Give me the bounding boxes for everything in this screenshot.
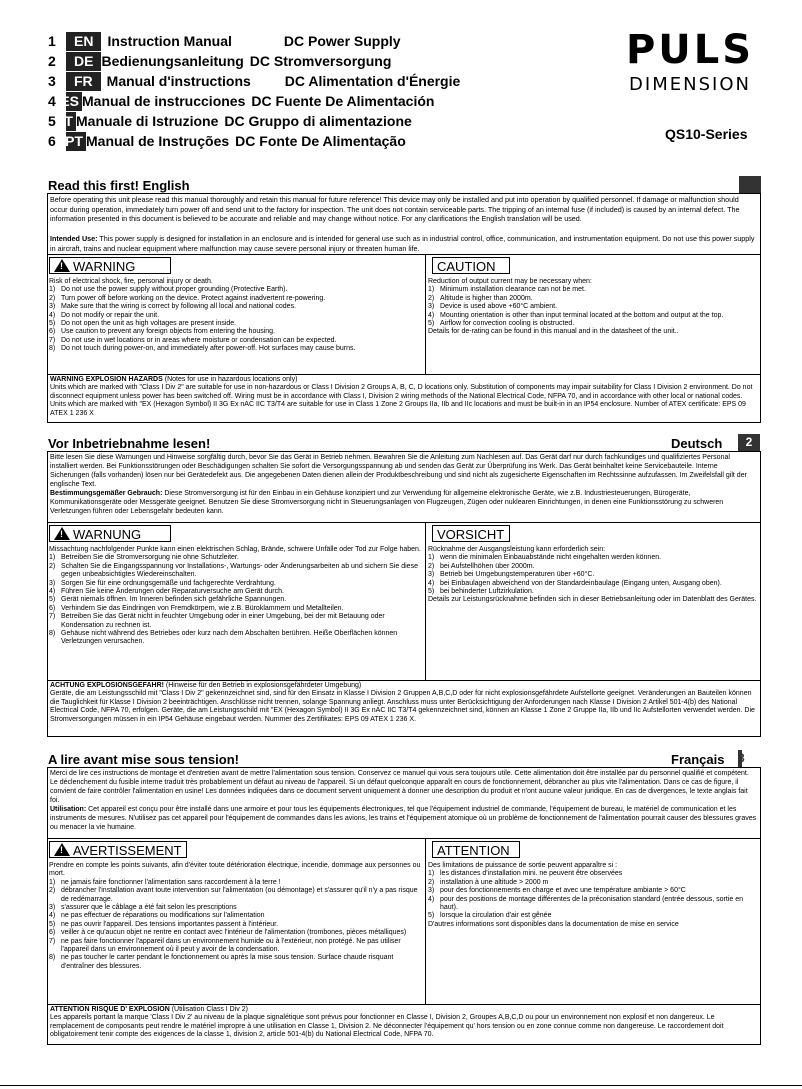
list-item-number: 2): [428, 562, 435, 570]
warning-label: WARNING: [73, 259, 136, 274]
manual-title: Manual de instrucciones: [82, 93, 246, 109]
list-item-text: Use caution to prevent any foreign objects from entering the housing.: [61, 328, 276, 336]
list-item-text: Airflow for convection cooling is obstructed.: [440, 320, 575, 328]
list-item-text: Mounting orientation is other than input terminal located at the bottom and output at the top.: [440, 311, 724, 319]
list-item-text: wenn die minimalen Einbauabstände nicht eingehalten werden können.: [440, 554, 662, 562]
list-item: [428, 286, 758, 294]
language-row-de: [48, 52, 391, 71]
lang-code-badge: FR: [66, 72, 101, 91]
product-title: DC Stromversorgung: [249, 53, 392, 69]
list-item: [428, 870, 758, 878]
caution-badge-fr: [432, 841, 520, 858]
list-item: [49, 337, 421, 345]
list-item: [49, 912, 421, 920]
warning-badge-fr: [49, 841, 187, 858]
product-title: DC Fonte De Alimentação: [235, 133, 406, 149]
section-tab-en: [739, 176, 761, 193]
caution-badge-en: [432, 257, 510, 274]
caution-label: VORSICHT: [437, 527, 505, 542]
explosion-text: Geräte, die am Leistungsschild mit "Class I Div 2" gekennzeichnet sind, sind für den Einsatz in Klasse I Division 2 Gruppen A,B,C,D oder für nicht explosionsgefährdete Aufstellorte geeignet. Veränderungen an Bauteilen können die Tauglichkeit für Klasse I Division 2 beeinträchtigen. Anschlüsse nicht trennen, solange Spannung anliegt. Anschluss muss unter Berücksichtigung der Anforderungen nach Klasse I Division 2 Artikel 501-4(b) des National Electrical Code, NFPA 70, erfolgen. Geräte, die am Leistungsschild mit "EX (Hexagon Symbol) II 3G Ex nAC IIC T3/T4 gekennzeichnet sind, können an Klasse 1 Zone 2 Gruppe IIa, IIb und IIc Aufstellorten verwendet werden. Die Stromversorgungen müssen in ein IP54 Gehäuse eingebaut werden. Nummer des Zertifikates: EPS 09 ATEX 1 236 X.: [50, 690, 755, 723]
warning-label: WARNUNG: [73, 527, 142, 542]
list-item-number: 6): [49, 328, 56, 336]
product-title: DC Power Supply: [283, 33, 401, 49]
caution-list-fr: [428, 862, 758, 929]
explosion-title: ACHTUNG EXPLOSIONSGEFAHR!: [50, 682, 164, 689]
language-row-fr: [48, 72, 460, 91]
list-item-text: les distances d'installation mini. ne peuvent être observées: [440, 870, 623, 878]
intended-use-label: Bestimmungsgemäßer Gebrauch:: [50, 490, 163, 497]
explosion-text: Units which are marked with "Class I Div 2" are suitable for use in non-hazardous or Class I Division 2 Groups A, B, C, D locations only. Substitution of components may impair suitability for Class I Division 2 environment. Do not disconnect equipment unless power has been switched off. Wiring must be in accordance with Class I, Division 2 wiring methods of the National Electrical Code, NFPA 70, and in accordance with other local or national codes. Units which are marked with "EX (Hexagon Symbol) II 3G Ex nAC IIC T3/T4 are suitable for use in Class 1 Zone 2 Groups IIa, IIb and IIc locations and must be built-in in an IP54 enclosure. Number of ATEX certificate: EPS 09 ATEX 1 236 X: [50, 384, 753, 417]
column-divider: [425, 522, 426, 680]
divider: [47, 374, 761, 375]
warning-triangle-icon: [54, 527, 70, 540]
list-item-number: 1): [49, 554, 56, 562]
language-row-en: [48, 32, 401, 51]
list-item: [49, 938, 421, 955]
list-item-text: ne pas ouvrir l'appareil. Des tensions importantes passent à l'intérieur.: [61, 920, 279, 928]
section-tab-de: 2: [738, 434, 760, 451]
list-item-text: ne pas faire fonctionner l'appareil dans un environnement humide ou à l'extérieur, non protégé. Ne pas utiliser l'appareil dans un environnement où il peut y avoir de la condensation.: [61, 937, 401, 954]
explosion-note: (Hinweise für den Betrieb in explosionsgefährdeter Umgebung): [163, 682, 362, 689]
list-item-number: 7): [49, 613, 56, 621]
list-item-number: 2): [49, 562, 56, 570]
list-item-text: Turn power off before working on the device. Protect against inadvertent re-powering.: [61, 294, 326, 302]
list-item-text: bei Aufstellhöhen über 2000m.: [440, 562, 535, 570]
section-title-de: Vor Inbetriebnahme lesen!: [48, 436, 211, 451]
explosion-note: (Notes for use in hazardous locations only): [162, 376, 298, 383]
list-item-text: Führen Sie keine Änderungen oder Reparaturversuche am Gerät durch.: [61, 588, 284, 596]
list-item-number: 3): [49, 904, 56, 912]
caution-outro: Details for de-rating can be found in this manual and in the datasheet of the unit..: [428, 328, 679, 336]
list-item-text: Schalten Sie die Eingangsspannung vor Installations-, Wartungs- oder Änderungsarbeiten ab und sichern Sie diese gegen unbeabsichtigtes Wiedereinschalten.: [61, 562, 418, 579]
lang-code-badge: EN: [66, 32, 101, 51]
caution-outro: Details zur Leistungsrücknahme befinden sich in dieser Betriebsanleitung oder im Datenblatt des Gerätes.: [428, 596, 757, 604]
lang-number: 4: [48, 93, 56, 109]
list-item-number: 2): [49, 887, 56, 895]
list-item: [49, 580, 421, 588]
column-divider: [425, 254, 426, 374]
list-item-number: 4): [49, 311, 56, 319]
list-item: [428, 879, 758, 887]
list-item-number: 5): [49, 320, 56, 328]
divider: [47, 254, 761, 255]
list-item: [428, 896, 758, 913]
list-item: [49, 345, 421, 353]
list-item: [49, 588, 421, 596]
list-item-number: 2): [428, 294, 435, 302]
list-item: [428, 312, 758, 320]
puls-logo: [620, 27, 760, 95]
list-item-text: Do not use the power supply without proper grounding (Protective Earth).: [61, 286, 288, 294]
language-row-it: [48, 112, 412, 131]
section-title-fr: A lire avant mise sous tension!: [48, 752, 239, 767]
list-item-text: bei behinderter Luftzirkulation.: [440, 588, 534, 596]
list-item-number: 8): [49, 630, 56, 638]
warning-list-en: [49, 278, 421, 354]
list-item-number: 7): [49, 937, 56, 945]
list-item: [49, 295, 421, 303]
list-item-number: 4): [428, 579, 435, 587]
list-item-number: 4): [428, 311, 435, 319]
caution-label: CAUTION: [437, 259, 496, 274]
list-item-text: ne pas toucher le carter pendant le fonctionnement ou après la mise sous tension. Surface chaude risquant d'entraîner des blessures.: [61, 954, 394, 970]
intended-use-text: Diese Stromversorgung ist für den Einbau in ein Gehäuse konzipiert und zur Verwendung für allgemeine elektronische Geräte, wie z.B. Industriesteuerungen, Bürogeräte, Kommunikationsgeräte oder Messgeräte geeignet. Benutzen Sie diese Stromversorgung nicht in Steuerungsanlagen von Flugzeugen, Zügen oder nuklearen Einrichtungen, in denen eine Funktionsstörung zu schweren Verletzungen führen oder Lebensgefahr bedeuten kann.: [50, 490, 724, 515]
list-item-number: 3): [49, 579, 56, 587]
caution-label: ATTENTION: [437, 843, 510, 858]
list-item-number: 4): [428, 895, 435, 903]
explosion-note: (Utilisation Class I Div 2): [169, 1006, 248, 1013]
list-item-number: 4): [49, 588, 56, 596]
list-item-text: installation à une altitude > 2000 m: [440, 878, 549, 886]
list-item-text: Do not modify or repair the unit.: [61, 311, 160, 319]
list-item-text: bei Einbaulagen abweichend von der Standardeinbaulage (Eingang unten, Ausgang oben).: [440, 579, 722, 587]
list-item: [49, 630, 421, 647]
list-item: [49, 921, 421, 929]
caution-list-en: [428, 278, 758, 337]
lang-number: 3: [48, 73, 56, 89]
divider: [47, 1004, 761, 1005]
explosion-title: ATTENTION RISQUE D' EXPLOSION: [50, 1006, 170, 1013]
list-item-text: Betreiben Sie das Gerät nicht in feuchter Umgebung oder in einer Umgebung, bei der mit Betauung oder Kondensation zu rechnen ist.: [61, 613, 385, 629]
list-item-text: ne pas effectuer de réparations ou modifications sur l'alimentation: [61, 912, 265, 920]
warning-intro: Prendre en compte les points suivants, afin d'éviter toute détérioration électrique, incendie, dommage aux personnes ou mort.: [49, 862, 421, 878]
divider: [47, 838, 761, 839]
lang-code-badge: ES: [66, 92, 82, 111]
list-item-number: 7): [49, 336, 56, 344]
intro-text-fr: Merci de lire ces instructions de montage et d'entretien avant de mettre l'alimentation sous tension. Conservez ce manuel qui vous sera toujours utile. Cette alimentation doit être installée par du personnel qualifié et compétent. Le déclenchement du fusible interne traduit très probablement un défaut au niveau de l'appareil. Si un défaut quelconque apparaît en cours de fonctionnement, débrancher au plus vite l'alimentation. Dans ce cas de figure, il convient de faire contrôler l'alimentation en usine! Les données indiquées dans ce document servent uniquement à donner une description du produit et n'ont aucune valeur juridique. En cas de divergences, le texte anglais fait foi.: [50, 770, 749, 804]
warning-list-de: [49, 546, 421, 647]
lang-code-badge: IT: [66, 112, 76, 131]
list-item: [49, 312, 421, 320]
list-item: [49, 286, 421, 294]
explosion-text: Les appareils portant la marque 'Class I Div 2' au niveau de la plaque signalétique sont prévus pour fonctionner en Classe I, Division 2, Groupes A,B,C,D ou pour un environnement non explosif et non dangereux. Le remplacement de composants peut rendre le matériel impropre à une utilisation en Classe 1, Division 2. Ne déconnecter l'équipement qu' hors tension ou en zone connue comme non dangereuse. Le raccordement doit obligatoirement tenir compte des exigences de la classe 1, division 2, article 501-4(b) du National Electrical Code, NFPA 70.: [50, 1014, 724, 1039]
list-item: [49, 904, 421, 912]
list-item: [49, 554, 421, 562]
list-item: [49, 596, 421, 604]
list-item-number: 5): [428, 912, 435, 920]
section-lang-fr: Français: [671, 752, 725, 767]
explosion-hazard-fr: [50, 1006, 758, 1040]
list-item-text: Do not open the unit as high voltages are present inside.: [61, 320, 237, 328]
list-item-number: 3): [428, 571, 435, 579]
list-item: [49, 320, 421, 328]
list-item-text: Verhindern Sie das Eindringen von Fremdkörpern, wie z.B. Büroklammern und Metallteilen.: [61, 604, 344, 612]
logo-main-text: PULS: [625, 27, 755, 73]
caution-intro: Reduction of output current may be necessary when:: [428, 278, 592, 285]
warning-badge-de: [49, 525, 171, 542]
warning-triangle-icon: [54, 843, 70, 856]
list-item: [428, 887, 758, 895]
intended-use-fr: [50, 805, 758, 832]
caution-list-de: [428, 546, 758, 605]
list-item-number: 2): [49, 294, 56, 302]
manual-title: Instruction Manual: [107, 33, 232, 49]
list-item-text: ne jamais faire fonctionner l'alimentation sans raccordement à la terre !: [61, 878, 281, 886]
list-item-number: 1): [428, 870, 435, 878]
lang-number: 1: [48, 33, 56, 49]
list-item: [49, 879, 421, 887]
list-item-text: pour des fonctionnements en charge et avec une température ambiante > 60°C: [440, 887, 686, 895]
caution-intro: Des limitations de puissance de sortie peuvent apparaître si :: [428, 862, 618, 869]
list-item: [428, 303, 758, 311]
divider: [47, 522, 761, 523]
list-item: [428, 588, 758, 596]
list-item-number: 6): [49, 604, 56, 612]
manual-title: Bedienungsanleitung: [101, 53, 244, 69]
list-item-text: Do not use in wet locations or in areas where moisture or condensation can be expected.: [61, 336, 337, 344]
warning-list-fr: [49, 862, 421, 971]
product-title: DC Gruppo di alimentazione: [224, 113, 412, 129]
list-item-text: lorsque la circulation d'air est gênée: [440, 912, 552, 920]
section-title-en: Read this first! English: [48, 178, 190, 193]
list-item-text: Sorgen Sie für eine ordnungsgemäße und fachgerechte Verdrahtung.: [61, 579, 276, 587]
list-item: [49, 954, 421, 971]
list-item: [428, 563, 758, 571]
intro-text-de: Bitte lesen Sie diese Warnungen und Hinweise sorgfältig durch, bevor Sie das Gerät in Betrieb nehmen. Bewahren Sie die Anleitung zum Nachlesen auf. Das Gerät darf nur durch fachkundiges und qualifiziertes Personal installiert werden. Bei Funktionsstörungen oder Beschädigungen schalten Sie sofort die Versorgungsspannung ab und senden das Gerät zur Überprüfung ins Werk. Das Gerät beinhaltet keine Servicebauteile. Interne Sicherungen (falls vorhanden) lösen nur bei Gerätedefekt aus. Die angegebenen Daten dienen allein der Produktbeschreibung und sind nicht als zugesicherte Eigenschaften im Rechtssinne aufzufassen. Im Zweifelsfall gilt der englische Text.: [50, 454, 747, 488]
caution-outro: D'autres informations sont disponibles dans la documentation de mise en service: [428, 920, 679, 928]
logo-sub-text: DIMENSION: [629, 74, 751, 95]
warning-badge-en: [49, 257, 171, 274]
explosion-hazard-en: [50, 376, 758, 418]
list-item-number: 5): [49, 596, 56, 604]
product-title: DC Alimentation d'Énergie: [284, 73, 461, 89]
explosion-hazard-de: [50, 682, 758, 724]
list-item-text: Do not touch during power-on, and immediately after power-off. Hot surfaces may cause burns.: [61, 345, 356, 353]
manual-title: Manual d'instructions: [106, 73, 251, 89]
caution-badge-de: [432, 525, 510, 542]
list-item-number: 2): [428, 878, 435, 886]
list-item-text: débrancher l'installation avant toute intervention sur l'alimentation (ou démontage) et s'assurer qu'il n'y a pas risque de redémarrage.: [61, 887, 418, 903]
intro-text-en: Before operating this unit please read this manual thoroughly and retain this manual for future reference! This device may only be installed and put into operation by qualified personnel. If damage or malfunction should occur during operation, immediately turn power off and send unit to the factory for inspection. The unit does not contain serviceable parts. The tripping of an internal fuse (if included) is caused by an internal defect. The information presented in this document is believed to be accurate and reliable and may change without notice. For any clarifications the English translation will be used.: [50, 195, 740, 224]
list-item-number: 3): [428, 887, 435, 895]
list-item: [49, 929, 421, 937]
list-item-text: Gehäuse nicht während des Betriebes oder kurz nach dem Abschalten berühren. Heiße Oberflächen können Verletzungen verursachen.: [61, 630, 398, 646]
list-item-number: 5): [428, 588, 435, 596]
divider: [47, 680, 761, 681]
list-item: [49, 303, 421, 311]
list-item: [428, 554, 758, 562]
warning-intro: Missachtung nachfolgender Punkte kann einen elektrischen Schlag, Brände, schwere Unfälle oder Tod zur Folge haben.: [49, 546, 421, 553]
list-item-text: Betrieb bei Umgebungstemperaturen über +60°C.: [440, 571, 595, 579]
list-item: [49, 563, 421, 580]
list-item-number: 5): [49, 920, 56, 928]
caution-intro: Rücknahme der Ausgangsleistung kann erforderlich sein:: [428, 546, 606, 553]
series-label: QS10-Series: [665, 126, 748, 142]
list-item: [49, 605, 421, 613]
list-item: [49, 328, 421, 336]
manual-title: Manuale di Istruzione: [76, 113, 219, 129]
list-item: [428, 912, 758, 920]
column-divider: [425, 838, 426, 1004]
language-row-es: [48, 92, 434, 111]
lang-code-badge: DE: [66, 52, 101, 71]
list-item-text: Device is used above +60°C ambient.: [440, 303, 558, 311]
list-item-text: Make sure that the wiring is correct by following all local and national codes.: [61, 303, 297, 311]
intended-use-text: This power supply is designed for installation in an enclosure and is intended for general use such as in industrial control, office, communication, and instrumentation equipment. Do not use this power supply in aircraft, trains and nuclear equipment where malfunction may cause severe personal injury or threaten human life.: [50, 234, 755, 253]
intended-use-de: [50, 489, 758, 516]
warning-label: AVERTISSEMENT: [73, 843, 182, 858]
list-item-number: 3): [49, 303, 56, 311]
intended-use-label: Intended Use:: [50, 234, 98, 243]
list-item-text: s'assurer que le câblage a été fait selon les prescriptions: [61, 904, 237, 912]
lang-code-badge: PT: [66, 132, 86, 151]
language-row-pt: [48, 132, 406, 151]
warning-intro: Risk of electrical shock, fire, personal injury or death.: [49, 278, 213, 285]
list-item: [428, 580, 758, 588]
list-item-text: Gerät niemals öffnen. Im Inneren befinden sich gefährliche Spannungen.: [61, 596, 287, 604]
list-item: [428, 320, 758, 328]
list-item: [428, 295, 758, 303]
lang-number: 2: [48, 53, 56, 69]
lang-number: 5: [48, 113, 56, 129]
list-item-text: veiller à ce qu'aucun objet ne rentre en contact avec l'intérieur de l'alimentation (trombones, pièces métalliques): [61, 929, 407, 937]
list-item-number: 1): [428, 554, 435, 562]
list-item: [49, 613, 421, 630]
list-item-number: 1): [49, 878, 56, 886]
list-item-text: pour des positions de montage différentes de la préconisation standard (entrée dessous, sortie en haut).: [440, 895, 744, 912]
list-item: [49, 887, 421, 904]
list-item-number: 4): [49, 912, 56, 920]
list-item-number: 8): [49, 954, 56, 962]
list-item-number: 1): [49, 286, 56, 294]
list-item-text: Betreiben Sie die Stromversorgung nie ohne Schutzleiter.: [61, 554, 239, 562]
explosion-title: WARNING EXPLOSION HAZARDS: [50, 376, 163, 383]
section-lang-de: Deutsch: [671, 436, 723, 451]
warning-triangle-icon: [54, 259, 70, 272]
intended-use-label: Utilisation:: [50, 806, 87, 813]
manual-title: Manual de Instruções: [86, 133, 230, 149]
intended-use-en: [50, 234, 758, 253]
footer-line: [0, 1085, 802, 1086]
list-item-text: Altitude is higher than 2000m.: [440, 294, 533, 302]
lang-number: 6: [48, 133, 56, 149]
list-item-text: Minimum installation clearance can not be met.: [440, 286, 586, 294]
section-tab-fr: 3: [738, 751, 745, 765]
list-item-number: 3): [428, 303, 435, 311]
list-item-number: 1): [428, 286, 435, 294]
intended-use-text: Cet appareil est conçu pour être installé dans une armoire et pour tous les équipements électroniques, tel que l'équipement industriel de commande, l'équipement de bureau, le matériel de communication et les instruments de mesures. N'utilisez pas cet appareil pour l'équipement de commandes dans les avions, les trains et l'équipement atomique où un problème de fonctionnement de l'alimentation pourrait causer des blessures graves ou menacer la vie humaine.: [50, 806, 757, 831]
product-title: DC Fuente De Alimentación: [251, 93, 435, 109]
list-item-number: 5): [428, 320, 435, 328]
list-item: [428, 571, 758, 579]
list-item-number: 6): [49, 929, 56, 937]
list-item-number: 8): [49, 345, 56, 353]
